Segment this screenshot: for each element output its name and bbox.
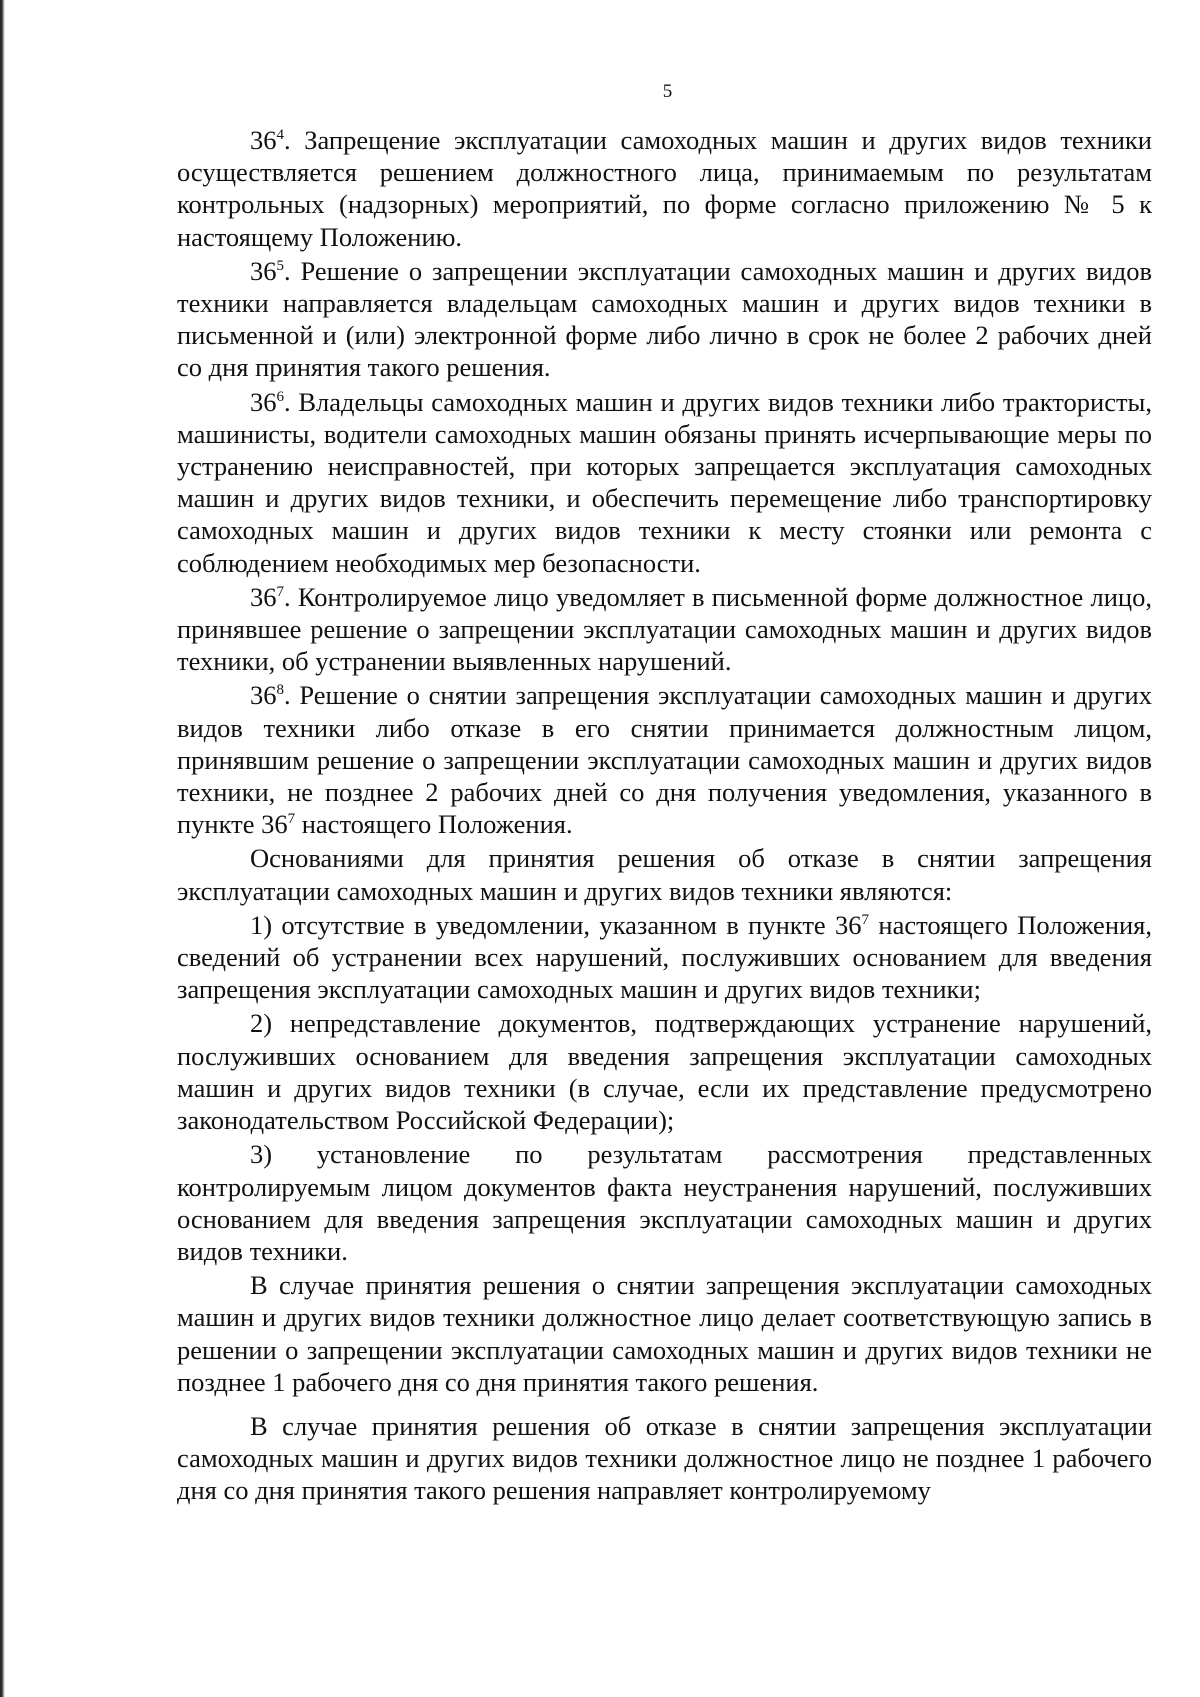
page-number: 5 [662,81,673,102]
list-item-3 [177,1138,1152,1267]
paragraph-36-7 [177,581,1152,678]
paragraph-36-6 [177,386,1152,579]
clause-number: 36 [250,680,277,711]
paragraph-text: 1) отсутствие в уведомлении, указанном в пункте 36 [250,909,862,940]
paragraph-36-5 [177,255,1152,384]
list-item-1 [177,909,1152,1006]
clause-number: 36 [250,581,277,612]
paragraph-text: В случае принятия решения об отказе в снятии запрещения эксплуатации самоходных машин и других видов техники должностное лицо не позднее 1 рабочего дня со дня принятия такого решения направляет контролируемому [177,1410,1152,1506]
paragraph-text: В случае принятия решения о снятии запрещения эксплуатации самоходных машин и других видов техники должностное лицо делает соответствующую запись в решении о запрещении эксплуатации самоходных машин и других видов техники не позднее 1 рабочего дня со дня принятия такого решения. [177,1270,1152,1397]
paragraph-text: 2) непредставление документов, подтверждающих устранение нарушений, послуживших основанием для введения запрещения эксплуатации самоходных машин и других видов техники (в случае, если их представление предусмотрено законодательством Российской Федерации); [177,1008,1152,1136]
reference-superscript: 7 [287,811,296,828]
paragraph-36-8 [177,679,1152,840]
paragraph-36-4 [177,124,1152,253]
paragraph-text: . Запрещение эксплуатации самоходных машин и других видов техники осуществляется решением должностного лица, принимаемым по результатам контрольных (надзорных) мероприятий, по форме согласно приложению № 5 к настоящему Положению. [177,125,1152,252]
paragraph-refusal-decision [177,1410,1152,1507]
paragraph-text-end: настоящего Положения. [295,809,573,840]
clause-number: 36 [250,125,277,155]
paragraph-grounds-intro [177,842,1152,906]
paragraph-text: . Решение о запрещении эксплуатации самоходных машин и других видов техники направляется владельцам самоходных машин и других видов техники в письменной и (или) электронной форме либо лично в срок не более 2 рабочих дней со дня принятия такого решения. [177,255,1152,383]
clause-superscript: 7 [276,583,284,600]
paragraph-lifting-decision [177,1269,1152,1398]
paragraph-text-end: настоящего Положения, сведений об устранении всех нарушений, послуживших основанием для введения запрещения эксплуатации самоходных машин и других видов техники; [177,909,1152,1005]
clause-superscript: 4 [276,127,284,143]
paragraph-text: 3) установление по результатам рассмотрения представленных контролируемым лицом документов факта неустранения нарушений, послуживших основанием для введения запрещения эксплуатации самоходных машин и других видов техники. [177,1139,1152,1266]
clause-number: 36 [250,386,277,417]
clause-superscript: 6 [276,388,284,405]
paragraph-text: Основаниями для принятия решения об отказе в снятии запрещения эксплуатации самоходных машин и других видов техники являются: [177,843,1152,906]
clause-number: 36 [250,255,277,286]
paragraph-text: . Владельцы самоходных машин и других видов техники либо трактористы, машинисты, водители самоходных машин обязаны принять исчерпывающие меры по устранению неисправностей, при которых запрещается эксплуатация самоходных машин и других видов техники, и обеспечить перемещение либо транспортировку самоходных машин и других видов техники к месту стоянки или ремонта с соблюдением необходимых мер безопасности. [177,386,1152,578]
paragraph-text: . Контролируемое лицо уведомляет в письменной форме должностное лицо, принявшее решение о запрещении эксплуатации самоходных машин и других видов техники, об устранении выявленных нарушений. [177,581,1152,677]
document-body [177,124,1152,1507]
reference-superscript: 7 [861,911,870,928]
scan-edge [0,0,5,1697]
list-item-2 [177,1007,1152,1136]
clause-superscript: 5 [276,257,284,274]
paragraph-text: . Решение о снятии запрещения эксплуатации самоходных машин и других видов техники либо отказе в его снятии принимается должностным лицом, принявшим решение о запрещении эксплуатации самоходных машин и других видов техники, не позднее 2 рабочих дней со дня получения уведомления, указанного в пункте 36 [177,680,1152,840]
clause-superscript: 8 [276,682,284,699]
